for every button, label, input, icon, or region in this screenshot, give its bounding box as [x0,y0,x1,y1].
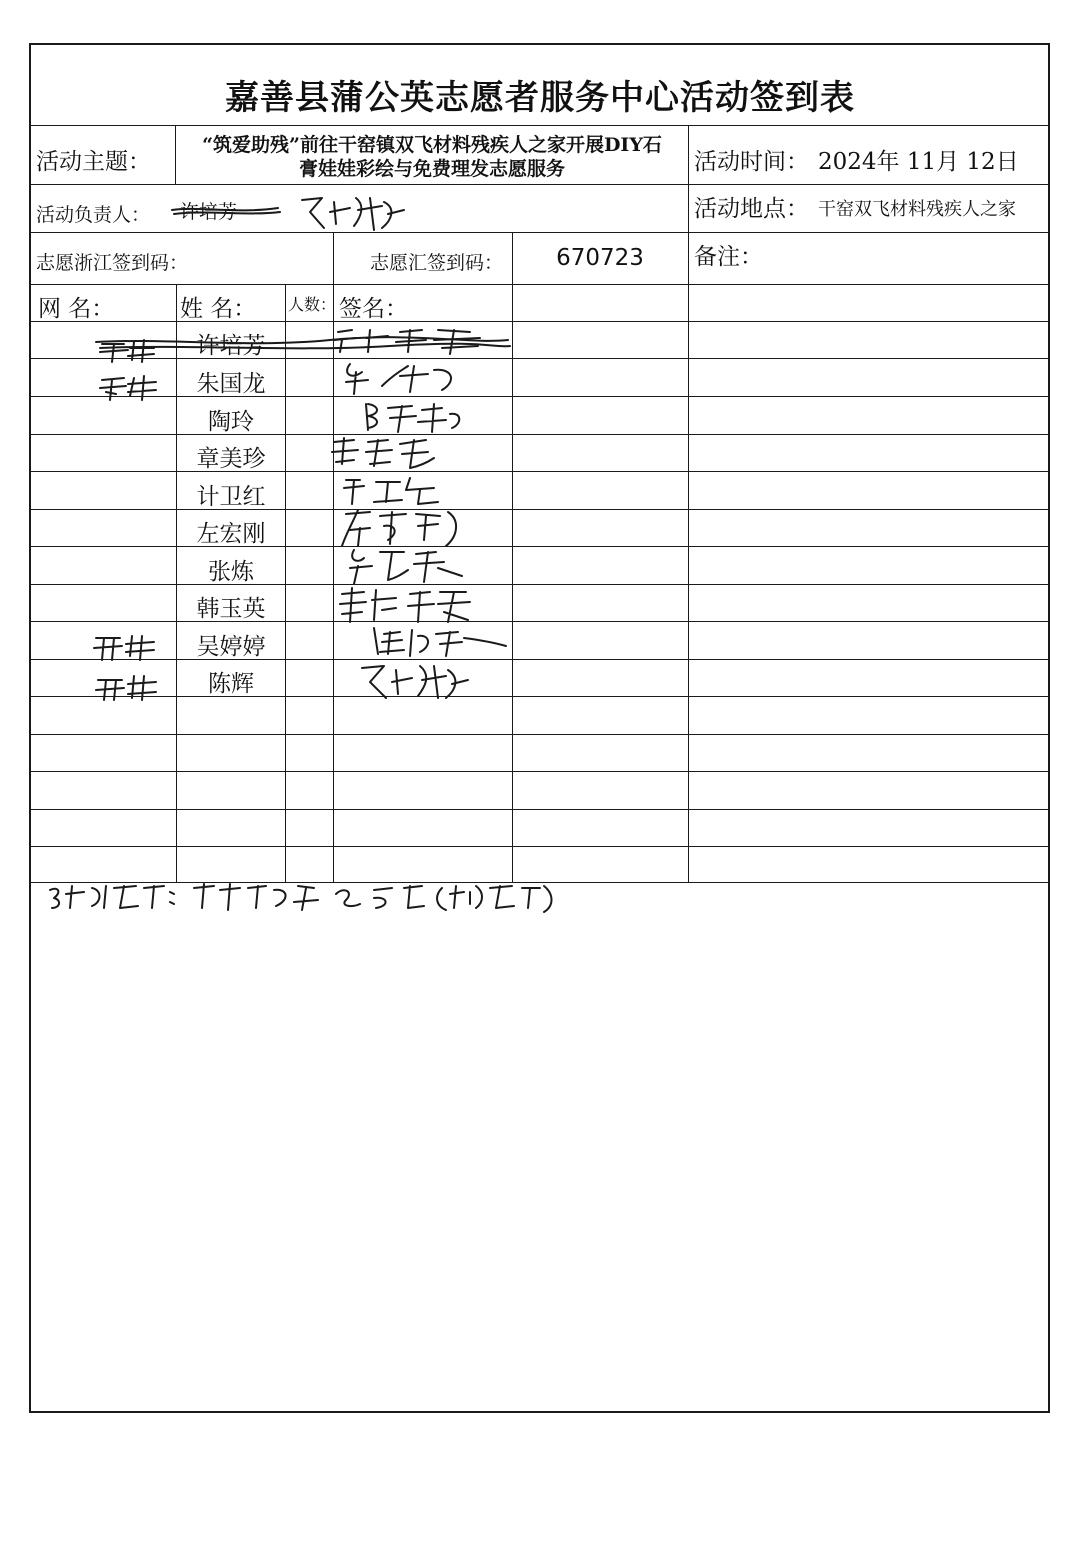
row-10-name: 陈辉 [208,671,254,697]
rule-row-14 [30,846,1050,847]
rule-title-bottom [30,125,1050,126]
row-2-netname-handwriting [98,372,158,402]
topic-label: 活动主题： [36,149,151,175]
rule-row-13 [30,809,1050,810]
row-9-signature [370,624,510,660]
topic-line-2: 膏娃娃彩绘与免费理发志愿服务 [298,158,565,180]
col-header-count: 人数： [288,295,337,314]
hui-code-label: 志愿汇签到码： [370,252,504,274]
row-9-name: 吴婷婷 [196,634,266,660]
row-9-netname-handwriting [92,632,158,662]
row-4-name: 章美珍 [196,446,266,472]
row-6-name: 左宏刚 [196,521,266,547]
time-value: 2024年 11月 12日 [818,149,1019,175]
row-8-signature [336,584,476,626]
note-label: 备注： [694,244,763,270]
rule-topic-bottom [30,184,1050,185]
col-topic-left [175,125,176,185]
expense-note-handwriting [44,878,564,918]
leader-signature [296,190,416,234]
row-8-name: 韩玉英 [196,596,266,622]
rule-leader-bottom [30,232,1050,233]
row-6-signature [336,506,466,550]
hui-code-value: 670723 [556,245,644,271]
place-label: 活动地点： [694,196,809,222]
col-header-name: 姓 名： [180,296,257,322]
row-7-name: 张炼 [208,559,254,585]
leader-strikethrough [168,200,288,220]
row-5-name: 计卫红 [196,484,266,510]
row-1-signature [330,326,500,356]
col-topic-right [688,125,689,882]
row-10-signature [356,660,476,700]
rule-row-12 [30,771,1050,772]
time-label: 活动时间： [694,149,809,175]
row-1-netname-handwriting [98,338,158,364]
place-value: 干窑双飞材料残疾人之家 [818,199,1016,220]
rule-code-bottom [30,284,1050,285]
row-2-signature [338,360,478,396]
row-2-name: 朱国龙 [196,371,266,397]
row-7-signature [344,546,474,586]
col-name-right [285,284,286,882]
row-5-signature [340,474,450,508]
leader-label: 活动负责人： [36,204,151,226]
topic-line-1: “筑爱助残”前往干窑镇双飞材料残疾人之家开展DIY石 [202,134,662,156]
page-title: 嘉善县蒲公英志愿者服务中心活动签到表 [225,78,855,118]
zhejiang-code-label: 志愿浙江签到码： [36,252,189,274]
row-3-signature [358,398,468,434]
col-header-net-name: 网 名： [38,296,115,322]
row-4-signature [330,434,440,470]
col-header-signature: 签名： [339,296,408,322]
row-3-name: 陶玲 [208,409,254,435]
rule-row-11 [30,734,1050,735]
leader-struck-name: 许培芳 [180,201,238,223]
row-1-name: 许培芳 [196,333,266,359]
row-10-netname-handwriting [94,672,160,702]
